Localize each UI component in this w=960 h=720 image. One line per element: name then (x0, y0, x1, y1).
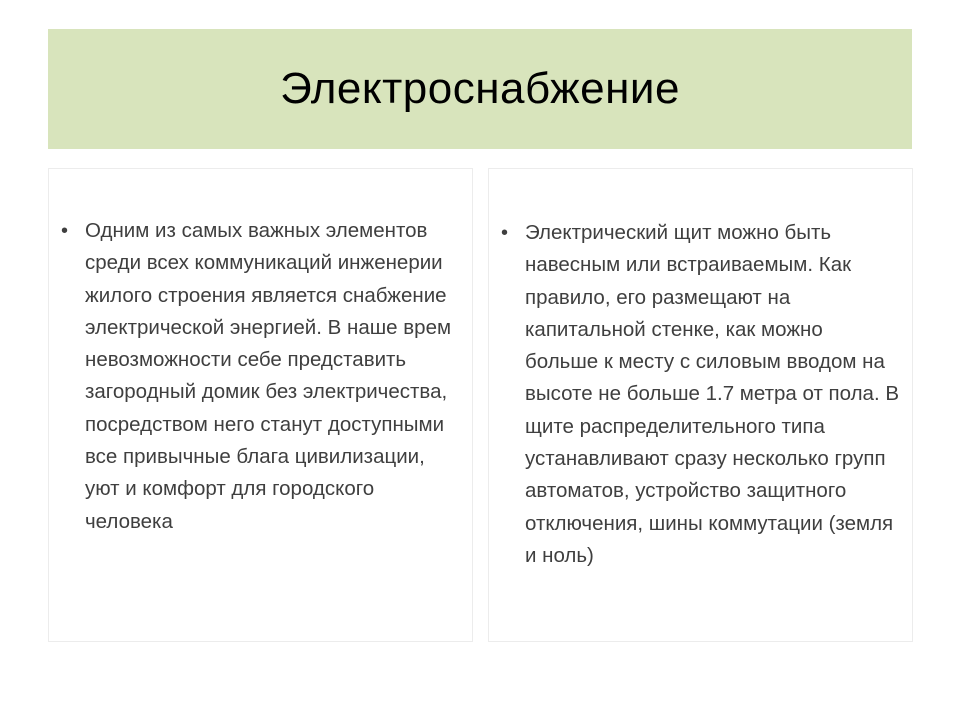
bullet-dot-icon: • (61, 220, 69, 242)
bullet-text: Электрический щит можно быть навесным или встраиваемым. Как правило, его размещают на капитальной стенке, как можно больше к месту с силовым вводом на высоте не больше 1.7 метра от пола. В щите распределительного типа устанавливают сразу несколько групп автоматов, устройство защитного отключения, шины коммутации (земля и ноль) (525, 221, 900, 567)
bullet-text: Одним из самых важных элементов среди всех коммуникаций инженерии жилого строения является снабжение электрической энергией. В наше врем невозможности себе представить загородный домик без электричества, посредством него станут доступными все привычные блага цивилизации, уют и комфорт для городского человека (85, 219, 452, 533)
bullet-dot-icon: • (501, 222, 509, 244)
content-column-left (48, 168, 473, 642)
bullet-item (501, 217, 900, 572)
title-band (48, 29, 912, 149)
slide-title: Электроснабжение (280, 64, 680, 113)
content-column-right (488, 168, 913, 642)
bullet-item (61, 215, 460, 538)
